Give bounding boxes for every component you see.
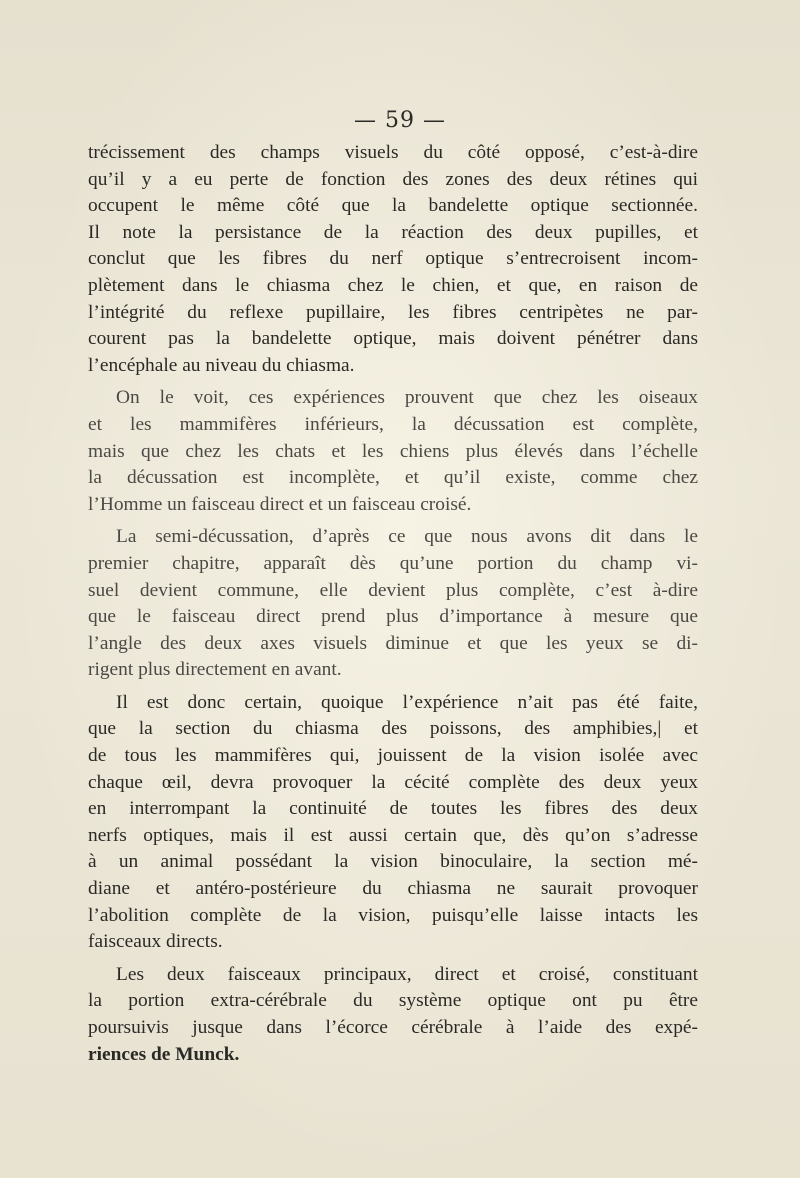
- text-line: l’angle des deux axes visuels diminue et que les yeux se di-: [88, 632, 698, 654]
- text-line: diane et antéro-postérieure du chiasma ne saurait provoquer: [88, 878, 698, 900]
- text-line: conclut que les fibres du nerf optique s’entrecroisent incom-: [88, 248, 698, 270]
- paragraph-2: [88, 385, 698, 518]
- text-line: rigent plus directement en avant.: [88, 659, 342, 681]
- body-text: [88, 140, 698, 1074]
- text-line: l’Homme un faisceau direct et un faisceau croisé.: [88, 493, 472, 515]
- text-line: faisceaux directs.: [88, 931, 223, 953]
- text-line: à un animal possédant la vision binoculaire, la section mé-: [88, 851, 698, 873]
- text-line: que la section du chiasma des poissons, des amphibies,| et: [88, 718, 698, 740]
- text-line: que le faisceau direct prend plus d’importance à mesure que: [88, 606, 698, 628]
- text-line: On le voit, ces expériences prouvent que chez les oiseaux: [116, 387, 698, 409]
- text-line: l’intégrité du reflexe pupillaire, les fibres centripètes ne par-: [88, 301, 698, 323]
- text-line: mais que chez les chats et les chiens plus élevés dans l’échelle: [88, 440, 698, 462]
- paragraph-5: [88, 962, 698, 1068]
- text-line: riences de Munck.: [88, 1043, 240, 1065]
- text-line: la décussation est incomplète, et qu’il existe, comme chez: [88, 467, 698, 489]
- text-line: qu’il y a eu perte de fonction des zones des deux rétines qui: [88, 168, 698, 190]
- text-line: Il note la persistance de la réaction des deux pupilles, et: [88, 221, 698, 243]
- text-line: trécissement des champs visuels du côté opposé, c’est-à-dire: [88, 142, 698, 163]
- paragraph-3: [88, 524, 698, 684]
- text-line: courent pas la bandelette optique, mais doivent pénétrer dans: [88, 328, 698, 350]
- text-line: en interrompant la continuité de toutes les fibres des deux: [88, 798, 698, 820]
- text-line: poursuivis jusque dans l’écorce cérébrale à l’aide des expé-: [88, 1017, 698, 1038]
- text-line: nerfs optiques, mais il est aussi certain que, dès qu’on s’adresse: [88, 824, 698, 846]
- text-line: et les mammifères inférieurs, la décussation est complète,: [88, 413, 698, 435]
- text-line: Il est donc certain, quoique l’expérience n’ait pas été faite,: [116, 691, 698, 713]
- text-line: suel devient commune, elle devient plus complète, c’est à-dire: [88, 579, 698, 601]
- text-line: occupent le même côté que la bandelette optique sectionnée.: [88, 195, 698, 217]
- text-line: plètement dans le chiasma chez le chien, et que, en raison de: [88, 274, 698, 296]
- text-line: l’encéphale au niveau du chiasma.: [88, 354, 355, 376]
- paragraph-4: [88, 690, 698, 956]
- text-line: chaque œil, devra provoquer la cécité complète des deux yeux: [88, 771, 698, 793]
- text-line: premier chapitre, apparaît dès qu’une portion du champ vi-: [88, 552, 698, 574]
- page-number: — 59 —: [354, 108, 446, 133]
- text-line: l’abolition complète de la vision, puisqu’elle laisse intacts les: [88, 904, 698, 926]
- text-line: la portion extra-cérébrale du système optique ont pu être: [88, 990, 698, 1012]
- text-line: de tous les mammifères qui, jouissent de la vision isolée avec: [88, 745, 698, 767]
- text-line: La semi-décussation, d’après ce que nous avons dit dans le: [116, 526, 698, 548]
- text-line: Les deux faisceaux principaux, direct et croisé, constituant: [116, 963, 698, 985]
- paragraph-1: [88, 140, 698, 379]
